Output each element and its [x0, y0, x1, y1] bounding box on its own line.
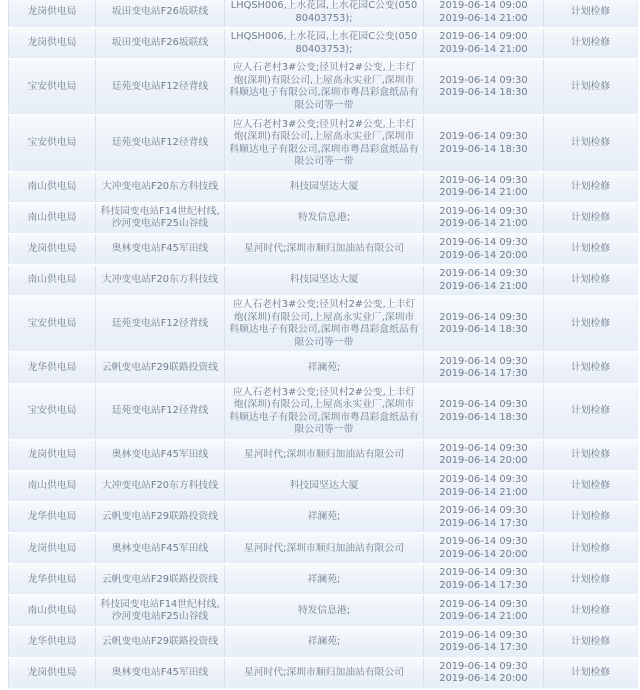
bureau-label: 龙岗供电局	[27, 542, 77, 554]
bureau-label: 南山供电局	[27, 212, 77, 224]
line-label: 奥林变电站F45军田线	[111, 449, 209, 461]
bureau-label: 宝安供电局	[27, 318, 77, 330]
cell-line	[96, 502, 225, 533]
cell-maintenance-type	[544, 115, 638, 171]
time-start-label: 2019-06-14 09:30	[439, 660, 528, 672]
cell-time-range	[424, 265, 544, 296]
maintenance-type-label: 计划检修	[570, 318, 611, 330]
scope-label: 星河时代;深圳市顺归加油站有限公司	[243, 243, 405, 255]
maintenance-type-label: 计划检修	[570, 212, 611, 224]
scope-label: LHQSH006,上水花园,上水花园C公变(05080403753);	[230, 31, 418, 55]
cell-affected-scope	[225, 0, 424, 28]
scope-label: 科技园坚达大厦	[289, 181, 359, 193]
scope-label: 科技园坚达大厦	[289, 274, 359, 286]
cell-time-range	[424, 502, 544, 533]
bureau-label: 南山供电局	[27, 181, 77, 193]
time-start-label: 2019-06-14 09:30	[439, 474, 528, 485]
cell-affected-scope	[225, 533, 424, 564]
cell-line	[96, 172, 225, 203]
cell-bureau	[9, 234, 96, 265]
cell-time-range	[424, 115, 544, 171]
maintenance-type-label: 计划检修	[570, 37, 611, 49]
cell-line	[96, 627, 225, 658]
cell-line	[96, 28, 225, 59]
line-label: 奥林变电站F45军田线	[111, 243, 209, 255]
maintenance-type-label: 计划检修	[570, 573, 611, 585]
cell-affected-scope	[225, 265, 424, 296]
cell-time-range	[424, 172, 544, 203]
line-label: 廷苑变电站F12径背线	[111, 318, 209, 330]
line-label: 大冲变电站F20东方科技线	[101, 181, 219, 193]
cell-bureau	[9, 0, 96, 28]
time-end-label: 2019-06-14 20:00	[439, 673, 528, 685]
time-end-label: 2019-06-14 21:00	[439, 187, 528, 199]
time-start-label: 2019-06-14 09:30	[439, 74, 528, 86]
bureau-label: 南山供电局	[27, 274, 77, 286]
cell-time-range	[424, 203, 544, 234]
table-row[interactable]	[9, 533, 638, 564]
table-row[interactable]	[9, 28, 638, 59]
cell-maintenance-type	[544, 352, 638, 383]
line-label: 大冲变电站F20东方科技线	[101, 274, 219, 286]
table-row[interactable]	[9, 471, 638, 502]
scope-label: 星河时代;深圳市顺归加油站有限公司	[243, 667, 405, 679]
table-row[interactable]	[9, 203, 638, 234]
cell-bureau	[9, 265, 96, 296]
time-end-label: 2019-06-14 17:30	[439, 517, 528, 529]
bureau-label: 南山供电局	[27, 480, 77, 492]
time-end-label: 2019-06-14 18:30	[439, 411, 528, 423]
maintenance-type-label: 计划检修	[570, 635, 611, 647]
cell-maintenance-type	[544, 533, 638, 564]
table-row[interactable]	[9, 115, 638, 171]
time-start-label: 2019-06-14 09:30	[439, 442, 528, 454]
time-start-label: 2019-06-14 09:30	[439, 505, 528, 517]
line-label: 廷苑变电站F12径背线	[111, 405, 209, 417]
table-row[interactable]	[9, 0, 638, 28]
cell-line	[96, 115, 225, 171]
cell-affected-scope	[225, 440, 424, 471]
cell-line	[96, 595, 225, 626]
cell-affected-scope	[225, 564, 424, 595]
time-start-label: 2019-06-14 09:30	[439, 268, 528, 280]
scope-label: 应人石老村3#公变;径贝村2#公变,上丰灯炮(深圳)有限公司,上屋高永实业厂,深圳市科顺达电子有限公司,深圳市粤昌彩盒纸品有限公司等一带	[229, 62, 419, 111]
time-end-label: 2019-06-14 21:00	[439, 486, 528, 498]
cell-time-range	[424, 471, 544, 502]
bureau-label: 龙岗供电局	[27, 667, 77, 679]
cell-bureau	[9, 502, 96, 533]
cell-maintenance-type	[544, 502, 638, 533]
maintenance-type-label: 计划检修	[570, 604, 611, 616]
cell-time-range	[424, 384, 544, 440]
bureau-label: 龙华供电局	[27, 573, 77, 585]
cell-affected-scope	[225, 658, 424, 689]
line-label: 坂田变电站F26坂联线	[111, 37, 209, 49]
bureau-label: 龙华供电局	[27, 361, 77, 373]
cell-maintenance-type	[544, 627, 638, 658]
cell-affected-scope	[225, 59, 424, 115]
cell-time-range	[424, 59, 544, 115]
cell-bureau	[9, 658, 96, 689]
cell-bureau	[9, 59, 96, 115]
scope-label: 祥澜苑;	[307, 635, 341, 647]
line-label: 大冲变电站F20东方科技线	[101, 480, 219, 492]
bureau-label: 龙岗供电局	[27, 6, 77, 18]
cell-time-range	[424, 440, 544, 471]
cell-line	[96, 234, 225, 265]
maintenance-type-label: 计划检修	[570, 361, 611, 373]
table-row[interactable]	[9, 658, 638, 689]
cell-affected-scope	[225, 595, 424, 626]
maintenance-type-label: 计划检修	[570, 667, 611, 679]
line-label: 坂田变电站F26坂联线	[111, 6, 209, 18]
line-label: 廷苑变电站F12径背线	[111, 81, 209, 93]
time-end-label: 2019-06-14 21:00	[439, 611, 528, 622]
bureau-label: 龙岗供电局	[27, 243, 77, 255]
time-start-label: 2019-06-14 09:30	[439, 311, 528, 323]
table-row[interactable]	[9, 172, 638, 203]
time-start-label: 2019-06-14 09:30	[439, 131, 528, 143]
cell-bureau	[9, 564, 96, 595]
line-label: 科技园变电站F14世纪村线,沙河变电站F25山谷线	[100, 205, 220, 230]
cell-maintenance-type	[544, 172, 638, 203]
cell-maintenance-type	[544, 0, 638, 28]
cell-bureau	[9, 384, 96, 440]
line-label: 奥林变电站F45军田线	[111, 667, 209, 679]
time-start-label: 2019-06-14 09:30	[439, 399, 528, 411]
time-start-label: 2019-06-14 09:30	[439, 629, 528, 641]
cell-line	[96, 533, 225, 564]
cell-affected-scope	[225, 627, 424, 658]
cell-time-range	[424, 564, 544, 595]
cell-maintenance-type	[544, 296, 638, 352]
bureau-label: 龙华供电局	[27, 635, 77, 647]
cell-line	[96, 203, 225, 234]
maintenance-type-label: 计划检修	[570, 511, 611, 523]
line-label: 云帆变电站F29联路投资线	[101, 573, 219, 585]
line-label: 云帆变电站F29联路投资线	[101, 361, 219, 373]
time-end-label: 2019-06-14 18:30	[439, 143, 528, 155]
cell-line	[96, 296, 225, 352]
cell-time-range	[424, 296, 544, 352]
cell-line	[96, 384, 225, 440]
line-label: 云帆变电站F29联路投资线	[101, 511, 219, 523]
cell-line	[96, 440, 225, 471]
scope-label: 应人石老村3#公变;径贝村2#公变,上丰灯炮(深圳)有限公司,上屋高永实业厂,深圳市科顺达电子有限公司,深圳市粤昌彩盒纸品有限公司等一带	[229, 386, 419, 436]
maintenance-type-label: 计划检修	[570, 181, 611, 193]
cell-maintenance-type	[544, 440, 638, 471]
table-row[interactable]	[9, 234, 638, 265]
table-row[interactable]	[9, 595, 638, 626]
scope-label: 祥澜苑;	[307, 573, 341, 585]
cell-affected-scope	[225, 502, 424, 533]
maintenance-type-label: 计划检修	[570, 449, 611, 461]
line-label: 廷苑变电站F12径背线	[111, 137, 209, 149]
cell-bureau	[9, 533, 96, 564]
cell-bureau	[9, 28, 96, 59]
time-start-label: 2019-06-14 09:30	[439, 355, 528, 367]
cell-time-range	[424, 627, 544, 658]
time-start-label: 2019-06-14 09:30	[439, 174, 528, 186]
table-row[interactable]	[9, 440, 638, 471]
time-end-label: 2019-06-14 21:00	[439, 12, 528, 24]
maintenance-type-label: 计划检修	[570, 243, 611, 255]
line-label: 云帆变电站F29联路投资线	[101, 635, 219, 647]
maintenance-type-label: 计划检修	[570, 542, 611, 554]
outage-table	[8, 0, 638, 690]
time-end-label: 2019-06-14 21:00	[439, 218, 528, 230]
bureau-label: 龙华供电局	[27, 511, 77, 523]
time-start-label: 2019-06-14 09:00	[439, 0, 528, 12]
cell-maintenance-type	[544, 59, 638, 115]
time-end-label: 2019-06-14 17:30	[439, 579, 528, 591]
cell-line	[96, 658, 225, 689]
scope-label: LHQSH006,上水花园,上水花园C公变(05080403753);	[230, 0, 418, 24]
cell-affected-scope	[225, 172, 424, 203]
scope-label: 科技园坚达大厦	[289, 480, 359, 492]
cell-bureau	[9, 440, 96, 471]
time-start-label: 2019-06-14 09:30	[439, 205, 528, 217]
maintenance-type-label: 计划检修	[570, 6, 611, 18]
cell-time-range	[424, 533, 544, 564]
maintenance-type-label: 计划检修	[570, 480, 611, 492]
cell-line	[96, 0, 225, 28]
bureau-label: 南山供电局	[27, 604, 77, 616]
time-end-label: 2019-06-14 20:00	[439, 249, 528, 261]
cell-line	[96, 265, 225, 296]
scope-label: 特发信息港;	[297, 212, 351, 224]
cell-affected-scope	[225, 296, 424, 352]
table-row[interactable]	[9, 265, 638, 296]
cell-time-range	[424, 658, 544, 689]
time-end-label: 2019-06-14 21:00	[439, 280, 528, 292]
time-end-label: 2019-06-14 18:30	[439, 87, 528, 99]
table-row[interactable]	[9, 564, 638, 595]
cell-maintenance-type	[544, 564, 638, 595]
table-row[interactable]	[9, 352, 638, 383]
maintenance-type-label: 计划检修	[570, 81, 611, 93]
scope-label: 祥澜苑;	[307, 511, 341, 523]
cell-time-range	[424, 28, 544, 59]
cell-maintenance-type	[544, 384, 638, 440]
scope-label: 星河时代;深圳市顺归加油站有限公司	[243, 542, 405, 554]
time-end-label: 2019-06-14 17:30	[439, 368, 528, 380]
cell-bureau	[9, 172, 96, 203]
cell-line	[96, 352, 225, 383]
time-start-label: 2019-06-14 09:30	[439, 237, 528, 249]
scope-label: 特发信息港;	[297, 604, 351, 616]
cell-maintenance-type	[544, 28, 638, 59]
time-start-label: 2019-06-14 09:30	[439, 567, 528, 579]
cell-affected-scope	[225, 384, 424, 440]
cell-time-range	[424, 234, 544, 265]
cell-bureau	[9, 471, 96, 502]
cell-affected-scope	[225, 352, 424, 383]
bureau-label: 宝安供电局	[27, 405, 77, 417]
table-row[interactable]	[9, 59, 638, 115]
cell-bureau	[9, 595, 96, 626]
cell-affected-scope	[225, 203, 424, 234]
scope-label: 应人石老村3#公变;径贝村2#公变,上丰灯炮(深圳)有限公司,上屋高永实业厂,深圳市科顺达电子有限公司,深圳市粤昌彩盒纸品有限公司等一带	[229, 118, 419, 168]
time-end-label: 2019-06-14 18:30	[439, 324, 528, 336]
time-end-label: 2019-06-14 20:00	[439, 455, 528, 467]
cell-bureau	[9, 296, 96, 352]
cell-affected-scope	[225, 234, 424, 265]
cell-bureau	[9, 115, 96, 171]
left-gutter	[0, 0, 8, 690]
bureau-label: 龙岗供电局	[27, 37, 77, 49]
outage-table-body	[9, 0, 638, 689]
scope-label: 星河时代;深圳市顺归加油站有限公司	[243, 449, 405, 461]
cell-line	[96, 471, 225, 502]
table-row[interactable]	[9, 502, 638, 533]
cell-time-range	[424, 352, 544, 383]
cell-time-range	[424, 0, 544, 28]
cell-line	[96, 564, 225, 595]
table-row[interactable]	[9, 296, 638, 352]
bureau-label: 宝安供电局	[27, 81, 77, 93]
time-start-label: 2019-06-14 09:00	[439, 31, 528, 43]
time-start-label: 2019-06-14 09:30	[439, 536, 528, 548]
cell-bureau	[9, 203, 96, 234]
cell-bureau	[9, 352, 96, 383]
cell-maintenance-type	[544, 265, 638, 296]
cell-line	[96, 59, 225, 115]
time-end-label: 2019-06-14 21:00	[439, 43, 528, 55]
cell-affected-scope	[225, 28, 424, 59]
cell-affected-scope	[225, 471, 424, 502]
maintenance-type-label: 计划检修	[570, 405, 611, 417]
cell-maintenance-type	[544, 595, 638, 626]
cell-maintenance-type	[544, 203, 638, 234]
bureau-label: 宝安供电局	[27, 137, 77, 149]
table-row[interactable]	[9, 627, 638, 658]
cell-bureau	[9, 627, 96, 658]
cell-maintenance-type	[544, 658, 638, 689]
time-end-label: 2019-06-14 17:30	[439, 642, 528, 654]
maintenance-type-label: 计划检修	[570, 274, 611, 286]
time-end-label: 2019-06-14 20:00	[439, 548, 528, 560]
time-start-label: 2019-06-14 09:30	[439, 598, 528, 610]
cell-maintenance-type	[544, 471, 638, 502]
cell-time-range	[424, 595, 544, 626]
scope-label: 祥澜苑;	[307, 361, 341, 373]
line-label: 科技园变电站F14世纪村线,沙河变电站F25山谷线	[100, 598, 220, 622]
bureau-label: 龙岗供电局	[27, 449, 77, 461]
maintenance-type-label: 计划检修	[570, 137, 611, 149]
cell-affected-scope	[225, 115, 424, 171]
line-label: 奥林变电站F45军田线	[111, 542, 209, 554]
scope-label: 应人石老村3#公变;径贝村2#公变,上丰灯炮(深圳)有限公司,上屋高永实业厂,深圳市科顺达电子有限公司,深圳市粤昌彩盒纸品有限公司等一带	[229, 299, 419, 348]
table-row[interactable]	[9, 384, 638, 440]
cell-maintenance-type	[544, 234, 638, 265]
